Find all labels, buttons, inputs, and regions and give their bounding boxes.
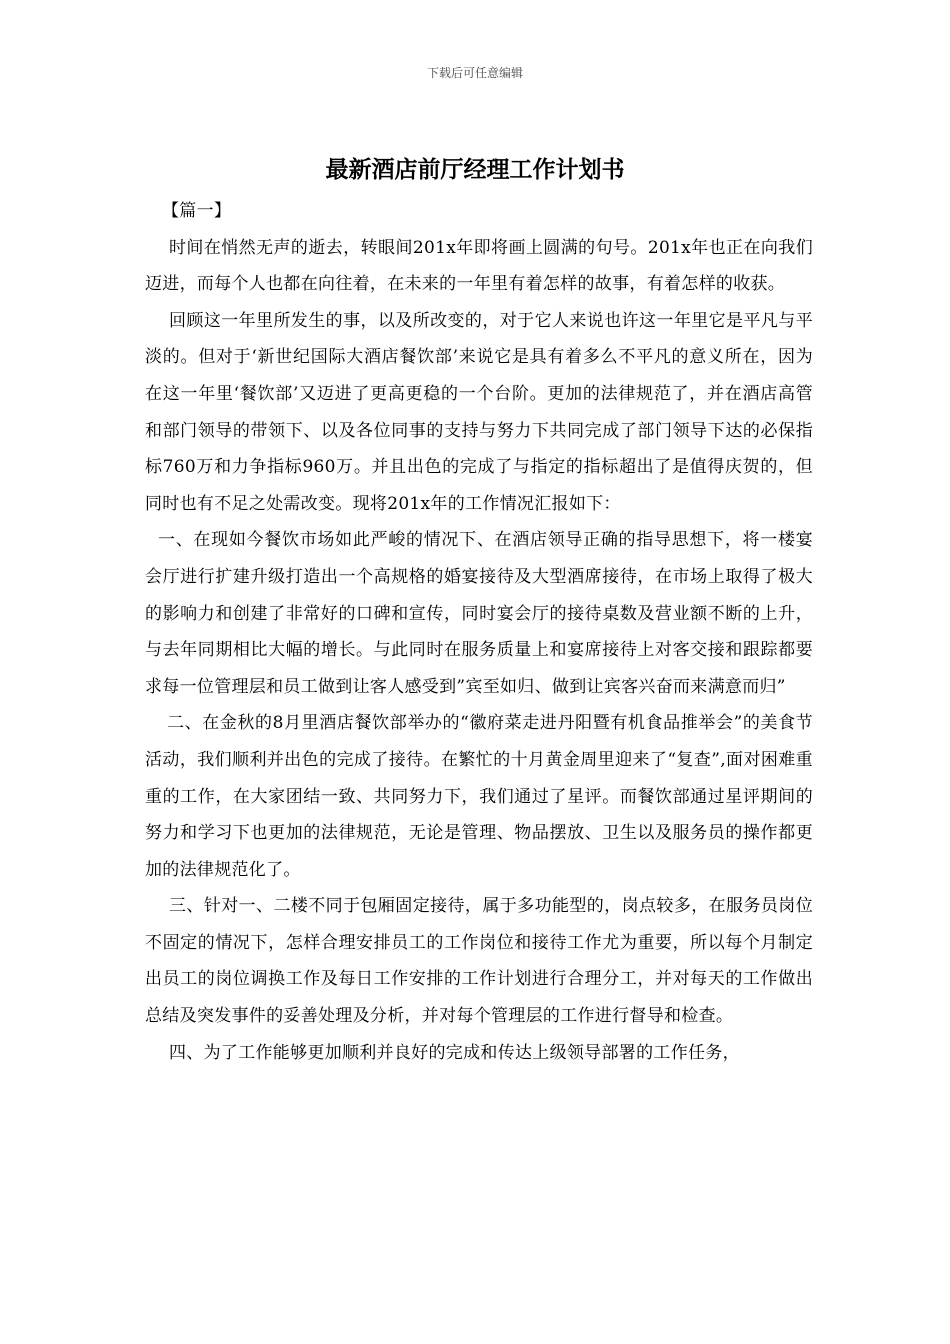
header-note: 下载后可任意编辑 xyxy=(426,66,523,80)
paragraph-item-4: 四、为了工作能够更加顺利并良好的完成和传达上级领导部署的工作任务， xyxy=(169,1042,740,1063)
paragraph-review: 回顾这一年里所发生的事，以及所改变的，对于它人来说也许这一年里它是平凡与平淡的。但对于‘新世纪国际大酒店餐饮部’来说它是具有着多么不平凡的意义所在，因为在这一年里‘餐饮部’又迈进了更高更稳的一个台阶。更加的法律规范了，并在酒店高管和部门领导的带领下、以及各位同事的支持与努力下共同完成了部门领导下达的必保指标760万和力争指标960万。并且出色的完成了与指定的指标超出了是值得庆贺的，但同时也有不足之处需改变。现将201x年的工作情况汇报如下： xyxy=(145,310,813,514)
paragraph-item-2: 二、在金秋的8月里酒店餐饮部举办的“徽府菜走进丹阳暨有机食品推举会”的美食节活动，我们顺利并出色的完成了接待。在繁忙的十月黄金周里迎来了“复查”,面对困难重重的工作，在大家团结一致、共同努力下，我们通过了星评。而餐饮部通过星评期间的努力和学习下也更加的法律规范，无论是管理、物品摆放、卫生以及服务员的操作都更加的法律规范化了。 xyxy=(145,713,813,880)
paragraph-intro: 时间在悄然无声的逝去，转眼间201x年即将画上圆满的句号。201x年也正在向我们迈进，而每个人也都在向往着，在未来的一年里有着怎样的故事，有着怎样的收获。 xyxy=(145,237,813,295)
paragraph-item-3: 三、针对一、二楼不同于包厢固定接待，属于多功能型的，岗点较多，在服务员岗位不固定的情况下，怎样合理安排员工的工作岗位和接待工作尤为重要，所以每个月制定出员工的岗位调换工作及每日工作安排的工作计划进行合理分工，并对每天的工作做出总结及突发事件的妥善处理及分析，并对每个管理层的工作进行督导和检查。 xyxy=(145,896,813,1027)
document-title: 最新酒店前厅经理工作计划书 xyxy=(325,157,625,183)
paragraph-item-1: 一、在现如今餐饮市场如此严峻的情况下、在酒店领导正确的指导思想下，将一楼宴会厅进行扩建升级打造出一个高规格的婚宴接待及大型酒席接待，在市场上取得了极大的影响力和创建了非常好的口碑和宣传，同时宴会厅的接待桌数及营业额不断的上升，与去年同期相比大幅的增长。与此同时在服务质量上和宴席接待上对客交接和跟踪都要求每一位管理层和员工做到让客人感受到”宾至如归、做到让宾客兴奋而来满意而归” xyxy=(145,530,813,697)
section-label: 【篇一】 xyxy=(162,201,232,221)
document-body xyxy=(145,193,813,1071)
